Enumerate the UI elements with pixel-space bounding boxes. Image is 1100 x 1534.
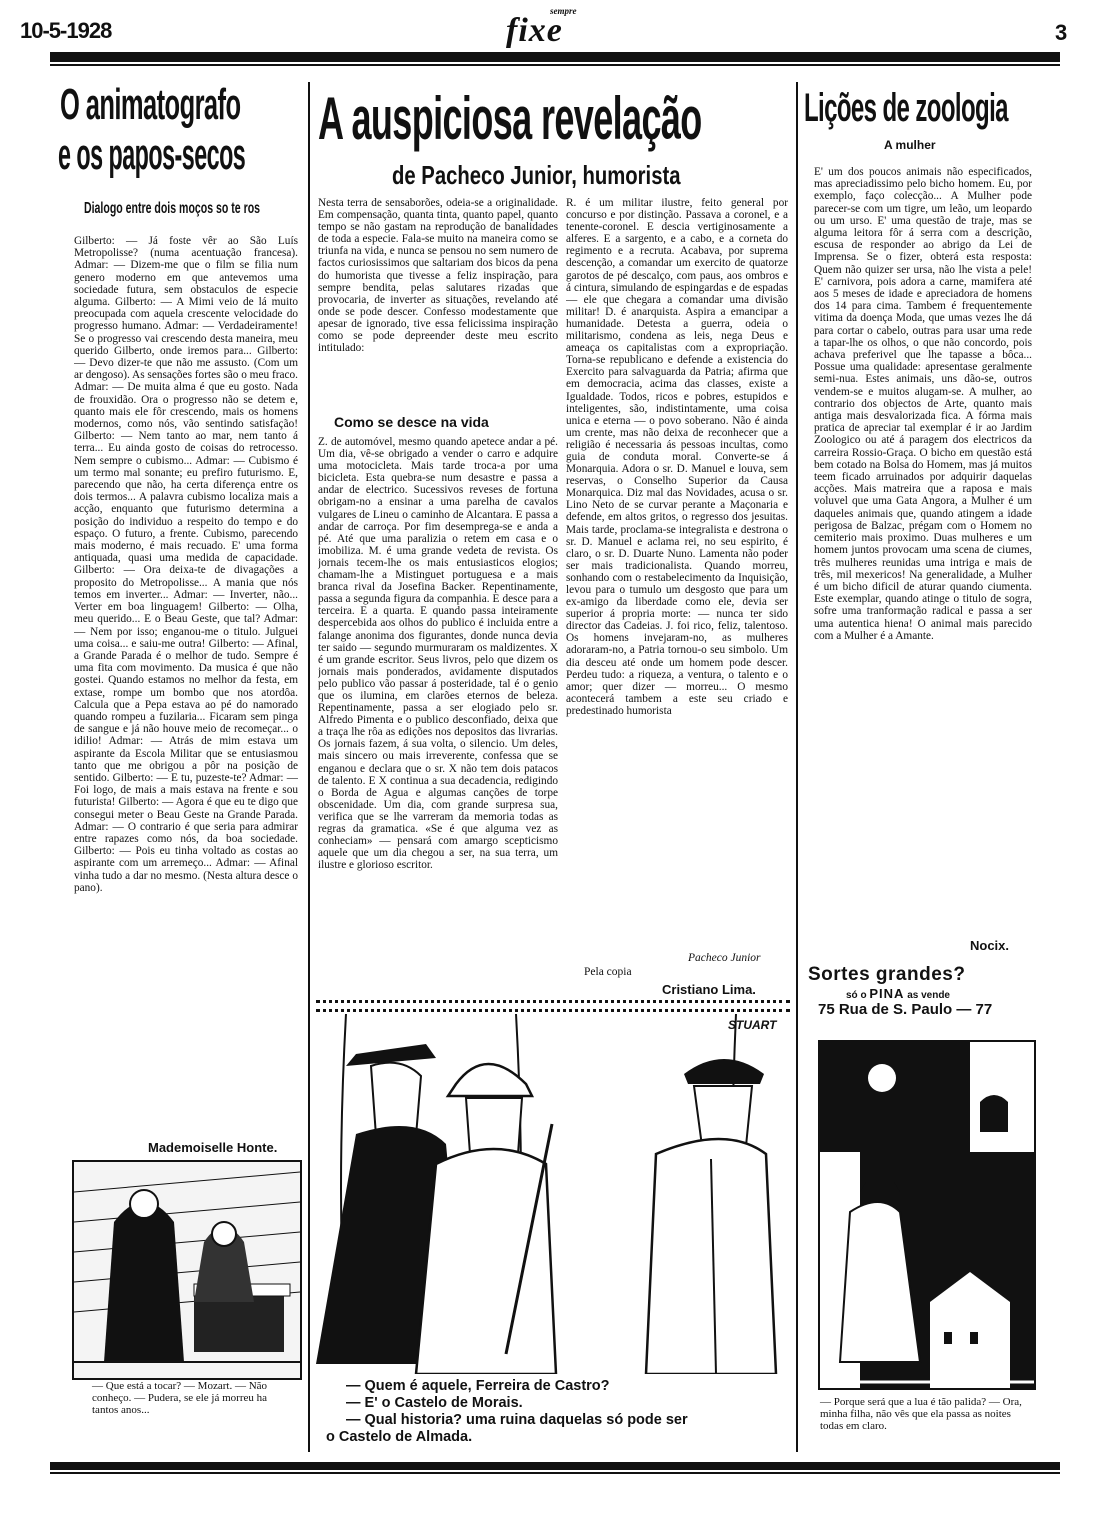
col1-cartoon [72, 1160, 302, 1380]
col3-cartoon [818, 1040, 1036, 1390]
logo-text: fixe [506, 12, 563, 49]
col1-caption: — Que está a tocar? — Mozart. — Não conheço. — Pudera, se ele já morreu ha tantos anos... [92, 1380, 268, 1416]
caption-line: — Quem é aquele, Ferreira de Castro? [346, 1378, 610, 1394]
col3-caption: — Porque será que a lua é tão palida? — Ora, minha filha, não vês que ela passa as noites todas em claro. [820, 1396, 1022, 1432]
col2-body-right: R. é um militar ilustre, feito general por concurso e por distinção. Passava a coronel, e a tenente-coronel. E descia vertiginosamente a alferes. E a sargento, e a cabo, e a corneta do regimento e a recruta. Acabava, por suprema descenção, a comandar um exercito de quatorze garotos de pé descalço, com paus, aos ombros e á cintura, simulando de espingardas e de espadas — ele que chegara a comandar uma divisão militar! D. é anarquista. Aspira a emancipar a humanidade. Detesta a guerra, odeia o militarismo, condena as leis, nega Deus e ameaça os capitalistas com a expropriação. Torna-se republicano e defende a existencia do Exercito para salvaguarda da Patria; afirma que em democracia, acima das classes, existe a Igualdade. Todos, ricos e pobres, estupidos e inteligentes, são, indistintamente, uma coisa unica e eterna — o povo soberano. Não é ainda um crente, mas não deixa de reconhecer que a religião é necessaria ás pessoas incultas, como guia de conduta moral. Converte-se á Monarquia. Adora o sr. D. Manuel e louva, sem reservas, o Conselho Superior da Causa Monarquica. Diz mal das Novidades, acusa o sr. Lino Neto de se curvar perante a Maçonaria e defende, em altos gritos, o regresso dos jesuitas. Mais tarde, proclama-se integralista e destrona o sr. D. Manuel e aclama rei, no seu espirito, é claro, o sr. D. Duarte Nuno. Lamenta não poder ser mais tradicionalista. Quando morreu, sonhando com o restabelecimento da Inquisição, levou para o tumulo um desgosto que para um ex-amigo da liberdade como ele, devia ser superior á propria morte: — nunca ter sido director das Cadeias. J. foi rico, feliz, talentoso. Os homens invejaram-no, as mulheres adoraram-no, a Patria tornou-o seu simbolo. Um dia desceu até onde um homem pode descer. Perdeu tudo: a riqueza, a ventura, o talento e o amor; quer dizer — morreu... O mesmo acontecerá tambem a este seu criado e predestinado humorista [566, 197, 788, 717]
issue-date: 10-5-1928 [20, 18, 112, 43]
col2-body-left: Z. de automóvel, mesmo quando apetece andar a pé. Um dia, vê-se obrigado a vender o carro e adquire uma motocicleta. Mais tarde troca-a por uma bicicleta. Esta quebra-se num desastre e passa a andar de electrico. Sucessivos reveses de fortuna obrigam-no a ensinar a uma parelha de cavalos vulgares de Lineu o caminho de Alcantara. E passa a andar de carroça. Por fim desemprega-se e anda a pé. Até que uma paralizia o retem em casa e o imobiliza. M. é uma grande vedeta de revista. Os jornais tecem-lhe os mais entusiasticos elogios; chamam-lhe a Mistinguet portuguesa e a mais branca rival da Josefina Backer. Repentinamente, passa a segunda figura da companhia. E desce para a terceira. E a quarta. E quando passa inteiramente despercebida aos olhos do publico é incluida entre a falange anonima dos figurantes, donde nunca devia ter saido — segundo murmuraram os maldizentes. X é um grande escritor. Seus livros, pelo que dizem os jornais mais ponderados, avidamente disputados pelo publico vão passar á posteridade, tal é o genio que os ilumina, em clarões eternos de beleza. Repentinamente, passa a ser elogiado pelo sr. Alfredo Pimenta e o publico desconfiado, deixa que a traça lhe rôa as edições nos depositos das livrarias. Os jornais fazem, á sua volta, o silencio. Um deles, mais sincero ou mais irreverente, confessa que se enganou e declara que o sr. X não tem dois patacos de talento. E X continua a sua decadencia, redigindo o Borda de Agua e algumas canções de torpe obscenidade. Um dia, com grande surpresa sua, verifica que se lhe varreram da memoria todas as regras da gramatica. «Se é que alguma vez as conheciam» — pensará com amargo scepticismo aquele que um dia chegou a ser, na sua terra, um ilustre e glorioso escritor. [318, 436, 558, 872]
top-rule [50, 52, 1060, 62]
ad-brand-line [808, 986, 1042, 1001]
ad-address: 75 Rua de S. Paulo — 77 [818, 1001, 993, 1018]
col1-title-line2: e os papos-secos [58, 130, 246, 179]
bottom-rule [50, 1462, 1060, 1470]
column-divider [308, 82, 310, 1452]
lottery-advertisement [808, 964, 1042, 1020]
col2-author: Pacheco Junior [688, 952, 761, 964]
col2-subtitle: de Pacheco Junior, humorista [392, 160, 681, 190]
bottom-rule-thin [50, 1472, 1060, 1474]
ad-brand: PINA [869, 986, 905, 1001]
col3-signature: Nocix. [970, 938, 1010, 953]
moon-cartoon-drawing [820, 1042, 1034, 1388]
caption-line: — E' o Castelo de Morais. [346, 1395, 523, 1411]
masthead-logo [506, 6, 636, 52]
col1-title-line1: O animatografo [60, 80, 241, 129]
ad-sub1: só o [846, 990, 867, 1001]
piano-cartoon-drawing [74, 1162, 300, 1378]
col1-body: Gilberto: — Já foste vêr ao São Luís Metropolisse? (numa acentuação francesa). Admar: — Dizem-me que o film se filia num genero moderno em que antevemos uma sociedade futura, sem obstaculos de especie alguma. Gilberto: — A Mimi veio de lá muito preocupada com aquela crescente velocidade do progresso humano. Admar: — Verdadeiramente! Se o progresso vai crescendo desta maneira, meu querido Gilberto, onde iremos para... Gilberto: — Devo dizer-te que não me assusto. (Com um ar dengoso). As sensações fortes são o meu fraco. Admar: — De muita alma é que eu gosto. Nada de frouxidão. Ora o progresso não se detem e, quanto mais ele fôr crescendo, mais os homens modernos, como nós, vão sentindo satisfação! Gilberto: — Nem tanto ao mar, nem tanto á terra... Eu ainda gosto de coisas do retrocesso. Nem sempre o cubismo... Admar: — Cubismo é um termo mal sonante; eu prefiro futurismo. E, parecendo que não, ha certa diferença entre os dois termos... A palavra cubismo localiza mais a acção, enquanto que futurismo determina a posição do individuo a respeito do tempo e do espaço. O futuro, a frente. Cubismo, parecendo mais moderno, é mais recuado. E' uma forma antiquada, quasi uma medida de capacidade. Gilberto: — Ora deixa-te de divagações a proposito do Metropolisse... A mania que nós temos em inverter... Admar: — Inverter, não... Verter em boa linguagem! Gilberto: — Olha, meu querido... E o Beau Geste, que tal? Admar: — Nem por isso; enganou-me o titulo. Julguei uma coisa... e saiu-me outra! Gilberto: — Afinal, a Grande Parada é o melhor de tudo. Sempre é uma fita com movimento. Da musica é que não gostei. Quando estamos no melhor da festa, em extase, rompe um bombo que nos atordôa. Calcula que a Pepa estava ao pé do namorado quando rompeu a fuzilaria... Ficaram sem pinga de sangue e já não houve meio de recomeçar... o idilio! Admar: — Atrás de mim estava um aspirante da Escola Militar que se entusiasmou tanto que me obrigou a pôr na posição de sentido. Gilberto: — E tu, puzeste-te? Admar: — Foi logo, de mais a mais estava na frente e sou futurista! Gilberto: — Agora é que eu te digo que consegui meter o Beau Geste na Grande Parada. Admar: — O contrario é que seria para admirar entre rapazes como nós, da boa sociedade. Gilberto: — Pois eu tinha voltado as costas ao aspirante com um arremeço... Admar: — Afinal vinha tudo a dar no mesmo. (Nesta altura desce o pano). [74, 235, 298, 894]
col3-title: Lições de zoologia [804, 86, 1008, 130]
logo-small-text: sempre [550, 6, 577, 16]
col2-section-heading: Como se desce na vida [334, 414, 489, 430]
caption-line: — Qual historia? uma ruina daquelas só pode ser [346, 1412, 688, 1428]
col2-body-intro: Nesta terra de sensaborões, odeia-se a originalidade. Em compensação, quanta tinta, quanto papel, quanto tempo se não gastam na reprodução de banalidades de toda a especie. Fala-se muito na maneira como se triunfa na vida, e nunca se pensou no sem numero de factos curiosissimos que saltariam dos bicos da pena do humorista que tivesse a feliz inspiração, para sempre bendita, pelas salutares rizadas que provocaria, de inverter as situações, revelando até onde se pode descer. Confesso modestamente que apesar de ignorado, tive essa felicissima inspiração como se pode depreender deste meu escrito intitulado: [318, 197, 558, 355]
col1-subtitle: Dialogo entre dois moços so te ros [84, 200, 261, 217]
cartoon-signature: STUART [728, 1018, 777, 1032]
caption-line: o Castelo de Almada. [326, 1429, 473, 1445]
col1-signature: Mademoiselle Honte. [148, 1140, 278, 1155]
col2-cartoon [316, 1014, 790, 1374]
col3-body: E' um dos poucos animais não especificados, mas apreciadissimo pelo bicho homem. Eu, por exemplo, faço colecção... A Mulher pode parecer-se com um tigre, um leão, um leopardo ou um urso. E' uma questão de traje, mas se alguma leitora fôr á serra com a descrição, escusa de responder ao abrigo da Lei de Imprensa. Se o fizer, obterá esta resposta: Quem não quizer ser ursa, não lhe vista a pele! E' carnivora, pois adora a carne, mamifera até aos 5 meses de idade e apreciadora de homens dos 14 para cima. Tambem é frequentemente vitima da doença Moda, que umas vezes lhe dá para cortar o cabelo, outras para usar uma rede a tapar-lhe os olhos, o que não concordo, pois achava preferivel que lhe tapasse a bôca... Possue uma qualidade: apresentase geralmente semi-nua. Estes animais, uns dão-se, outros vendem-se e muitos alugam-se. A mulher, ao contrario dos objectos de Arte, quanto mais antiga mais desvalorizada fica. A fórma mais pratica de apreciar tal exemplar é ir ao Jardim Zoologico ou até á paragem dos electricos da carreira Rossio-Graça. O bicho em questão está bem cotado na Bolsa do Homem, mas já muitos teem ficado arruinados por adquirir daquelas acções. Mais matreira que a raposa e mais voluvel que uma Gata Angora, a Mulher é um daqueles animais que, quando atingem a idade perigosa de Balzac, prégam com o Homem no cemiterio mais proximo. Duas mulheres e um homem juntos provocam uma scena de ciumes, três mulheres reunidas uma intriga e mais de três, mil mexericos! Na generalidade, a Mulher é um bicho dificil de aturar quando ciumenta. Este exemplar, quando atinge o titulo de sogra, sofre uma tranformação radical e passa a ser uma autentica hiena! O animal mais parecido com a Mulher é a Amante. [814, 166, 1032, 642]
col2-copy-label: Pela copia [584, 966, 632, 978]
dotted-separator [316, 1000, 790, 1012]
column-divider [796, 82, 798, 1452]
col2-title: A auspiciosa revelação [318, 85, 702, 152]
page-number: 3 [1055, 20, 1068, 45]
top-rule-thin [50, 64, 1060, 66]
three-men-cartoon-drawing [316, 1014, 790, 1374]
ad-sub2: as vende [907, 990, 950, 1001]
col2-cartoon-caption [326, 1378, 792, 1446]
col3-subtitle: A mulher [884, 138, 936, 152]
col2-signature: Cristiano Lima. [662, 982, 756, 997]
ad-title: Sortes grandes? [808, 964, 966, 985]
